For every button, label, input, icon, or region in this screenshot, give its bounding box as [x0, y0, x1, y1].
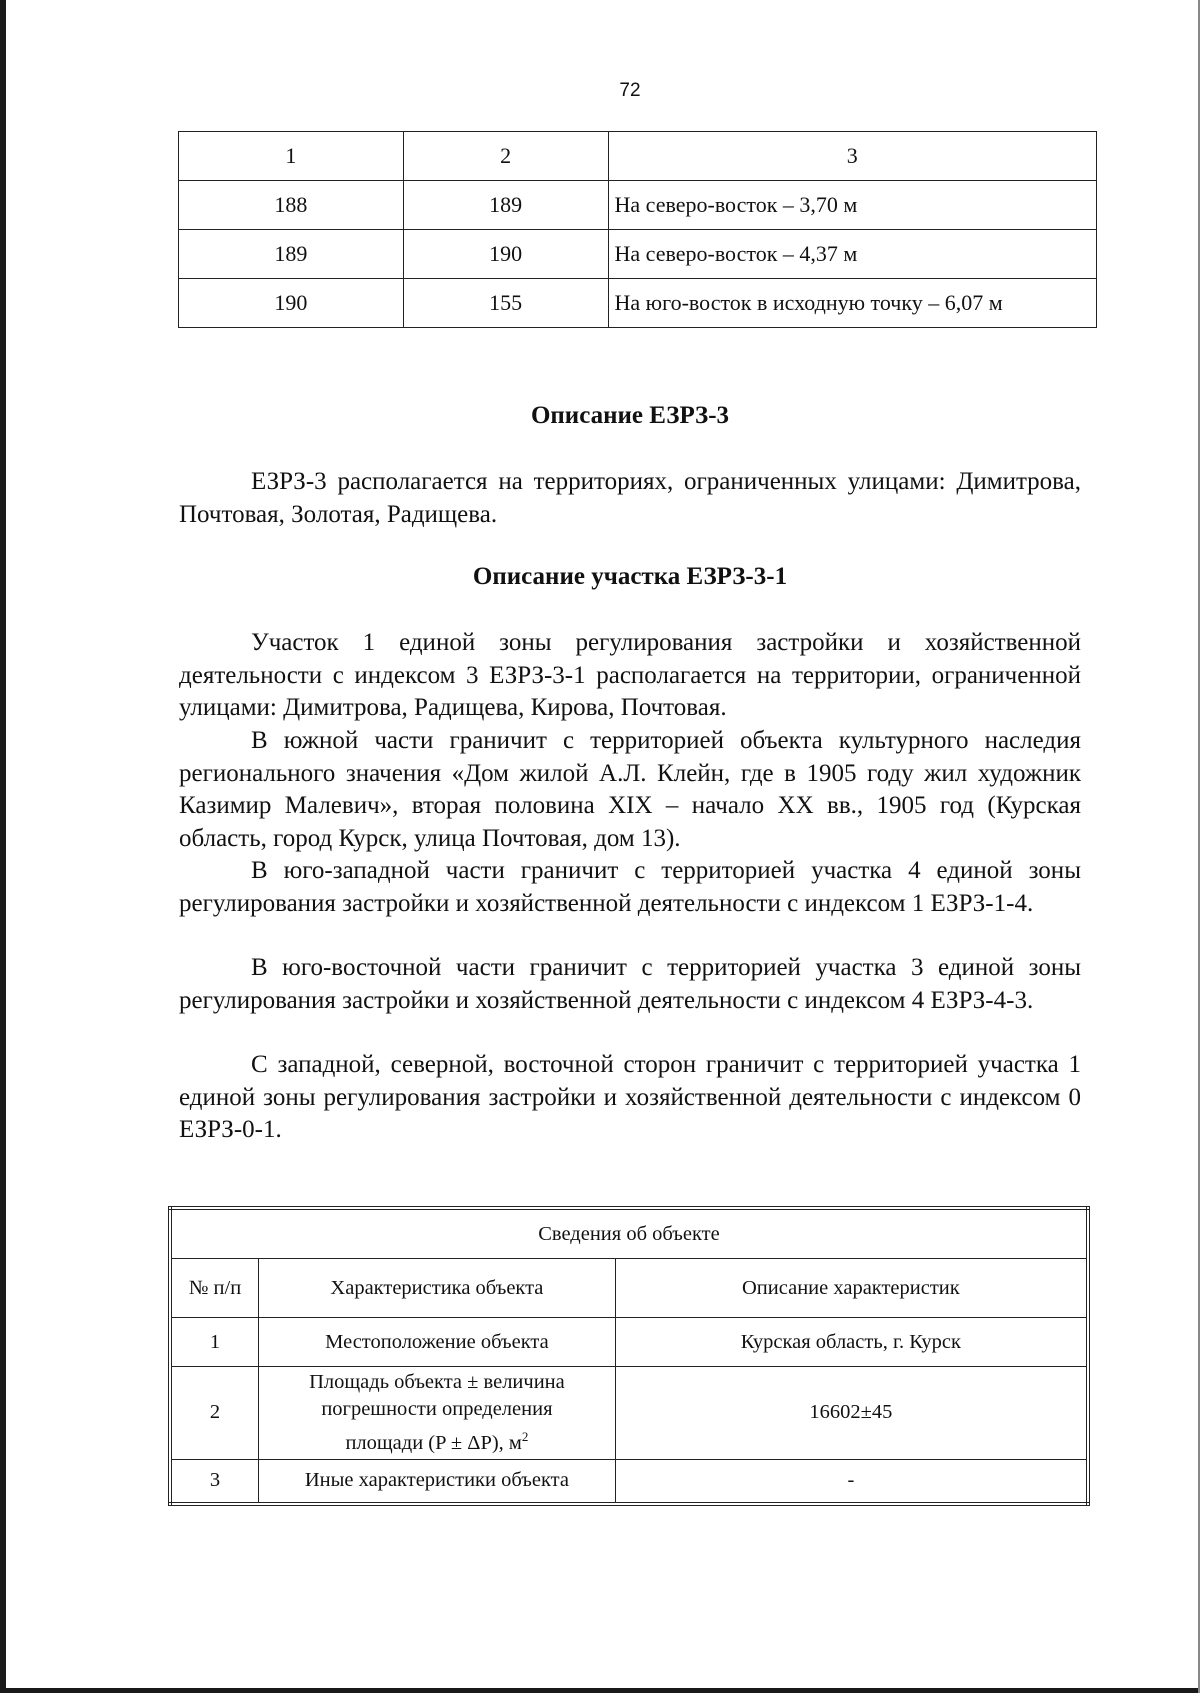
cell-line: площади (P ± ΔP), м [345, 1431, 522, 1454]
superscript: 2 [521, 1429, 529, 1444]
table-cell: 190 [179, 279, 404, 328]
table-row [170, 1318, 1088, 1367]
scan-border-left [0, 0, 6, 1693]
section-heading: Описание ЕЗРЗ-3 [530, 402, 730, 429]
paragraph: В южной части граничит с территорией объекта культурного наследия регионального значения «Дом жилой А.Л. Клейн, где в 1905 году жил художник Казимир Малевич», вторая половина XIX – начало XX вв., 1905 год (Курская область, город Курск, улица Почтовая, дом 13). [179, 727, 1081, 852]
paragraph: ЕЗРЗ-3 располагается на территориях, ограниченных улицами: Димитрова, Почтовая, Золотая, Радищева. [179, 468, 1081, 528]
cell-line: погрешности определения [321, 1398, 553, 1420]
table-cell: 189 [179, 230, 404, 279]
scan-border-bottom [0, 1688, 1200, 1693]
table-cell: На юго-восток в исходную точку – 6,07 м [608, 279, 1096, 328]
table-cell [259, 1367, 616, 1460]
table-row [170, 1367, 1088, 1460]
table-cell: 2 [170, 1367, 259, 1460]
table-caption-row [170, 1208, 1088, 1259]
paragraph: В юго-западной части граничит с территорией участка 4 единой зоны регулирования застройки и хозяйственной деятельности с индексом 1 ЕЗРЗ-1-4. [179, 857, 1081, 917]
table-header-cell: 1 [179, 132, 404, 181]
table-header-cell: № п/п [170, 1259, 259, 1318]
table-cell: Иные характеристики объекта [259, 1459, 616, 1504]
cell-line: Площадь объекта ± величина [309, 1371, 565, 1393]
paragraph: Участок 1 единой зоны регулирования застройки и хозяйственной деятельности с индексом 3 ЕЗРЗ-3-1 располагается на территории, ограниченной улицами: Димитрова, Радищева, Кирова, Почтовая. [179, 629, 1081, 721]
table-row [179, 181, 1097, 230]
section-heading: Описание участка ЕЗРЗ-3-1 [472, 563, 788, 590]
boundary-route-table [178, 131, 1097, 328]
table-header-cell: 2 [403, 132, 608, 181]
table-row [179, 230, 1097, 279]
table-cell: 188 [179, 181, 404, 230]
table-header-row [170, 1259, 1088, 1318]
table-row [170, 1459, 1088, 1504]
object-info-table [168, 1206, 1090, 1506]
table-cell: 16602±45 [615, 1367, 1088, 1460]
table-cell: 3 [170, 1459, 259, 1504]
table-cell: 155 [403, 279, 608, 328]
paragraph: В юго-восточной части граничит с территорией участка 3 единой зоны регулирования застройки и хозяйственной деятельности с индексом 4 ЕЗРЗ-4-3. [179, 954, 1081, 1014]
table-row [179, 279, 1097, 328]
table-cell: Местоположение объекта [259, 1318, 616, 1367]
table-cell: Курская область, г. Курск [615, 1318, 1088, 1367]
table-header-cell: 3 [608, 132, 1096, 181]
table-cell: 190 [403, 230, 608, 279]
page-number: 72 [619, 80, 641, 101]
paragraph: С западной, северной, восточной сторон граничит с территорией участка 1 единой зоны регулирования застройки и хозяйственной деятельности с индексом 0 ЕЗРЗ-0-1. [179, 1051, 1081, 1143]
table-cell: 189 [403, 181, 608, 230]
table-cell: 1 [170, 1318, 259, 1367]
table-cell: На северо-восток – 3,70 м [608, 181, 1096, 230]
table-header-cell: Характеристика объекта [259, 1259, 616, 1318]
table-cell: - [615, 1459, 1088, 1504]
table-cell: На северо-восток – 4,37 м [608, 230, 1096, 279]
table-caption: Сведения об объекте [170, 1208, 1088, 1259]
table-header-cell: Описание характеристик [615, 1259, 1088, 1318]
table-header-row [179, 132, 1097, 181]
